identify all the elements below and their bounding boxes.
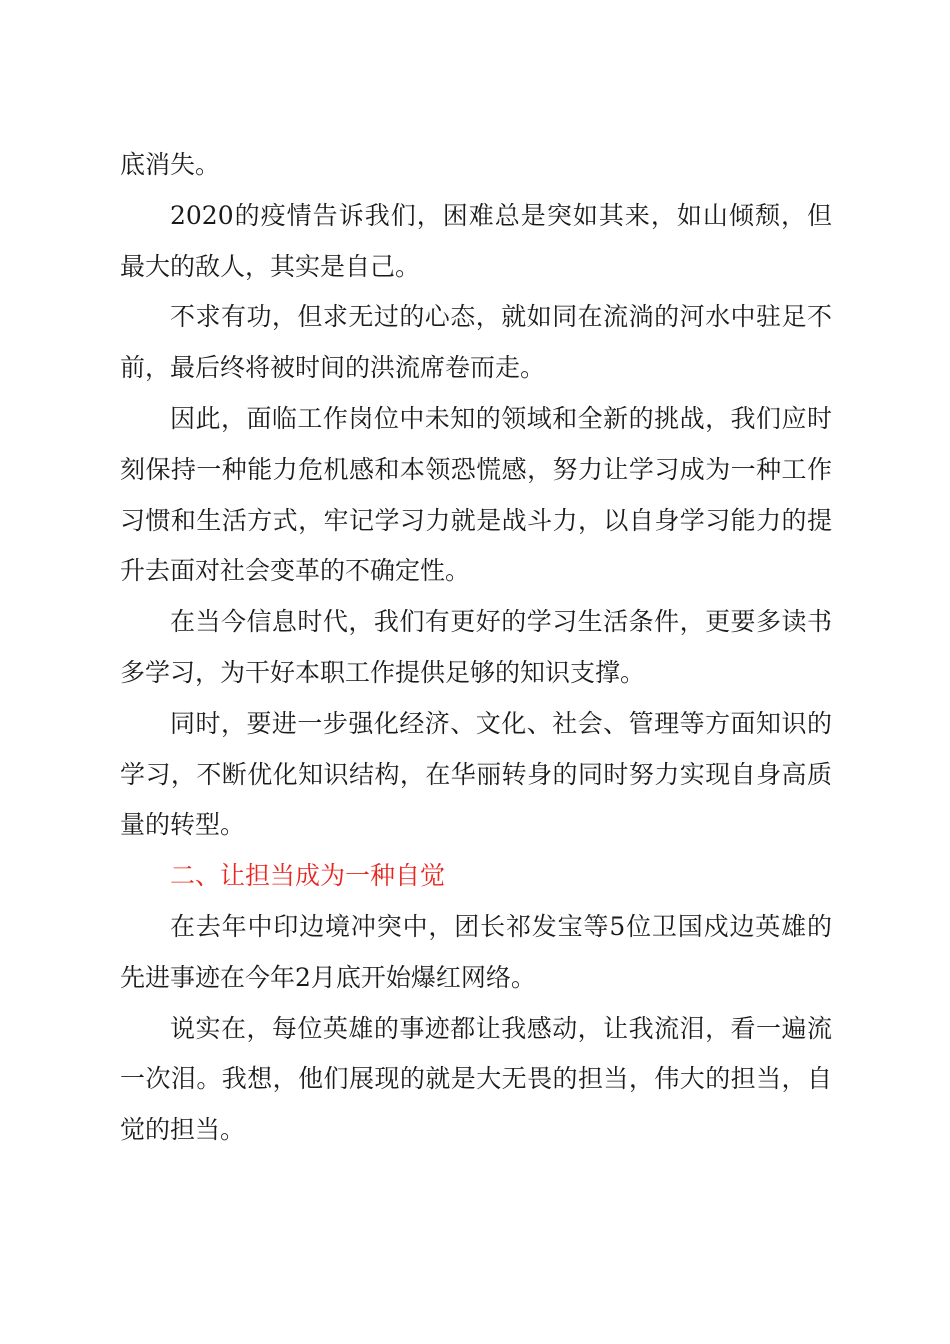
- paragraph-heroes-moved: 说实在，每位英雄的事迹都让我感动，让我流泪，看一遍流一次泪。我想，他们展现的就是大无畏的担当，伟大的担当，自觉的担当。: [120, 1013, 832, 1145]
- paragraph-mindset: 不求有功，但求无过的心态，就如同在流淌的河水中驻足不前，最后终将被时间的洪流席卷而走。: [120, 302, 832, 383]
- document-body: [120, 140, 832, 1156]
- paragraph-epidemic-2020: 2020的疫情告诉我们，困难总是突如其来，如山倾颓，但最大的敌人，其实是自己。: [120, 200, 832, 281]
- paragraph-border-heroes: 在去年中印边境冲突中，团长祁发宝等5位卫国戍边英雄的先进事迹在今年2月底开始爆红网络。: [120, 911, 832, 992]
- section-heading-responsibility: 二、让担当成为一种自觉: [170, 861, 446, 891]
- paragraph-knowledge-structure: 同时，要进一步强化经济、文化、社会、管理等方面知识的学习，不断优化知识结构，在华丽转身的同时努力实现自身高质量的转型。: [120, 708, 832, 840]
- paragraph-information-age: 在当今信息时代，我们有更好的学习生活条件，更要多读书多学习，为干好本职工作提供足够的知识支撑。: [120, 607, 832, 687]
- paragraph-learning-crisis: 因此，面临工作岗位中未知的领域和全新的挑战，我们应时刻保持一种能力危机感和本领恐慌感，努力让学习成为一种工作习惯和生活方式，牢记学习力就是战斗力，以自身学习能力的提升去面对社会变革的不确定性。: [120, 403, 832, 586]
- paragraph-continuation: 底消失。: [120, 150, 221, 179]
